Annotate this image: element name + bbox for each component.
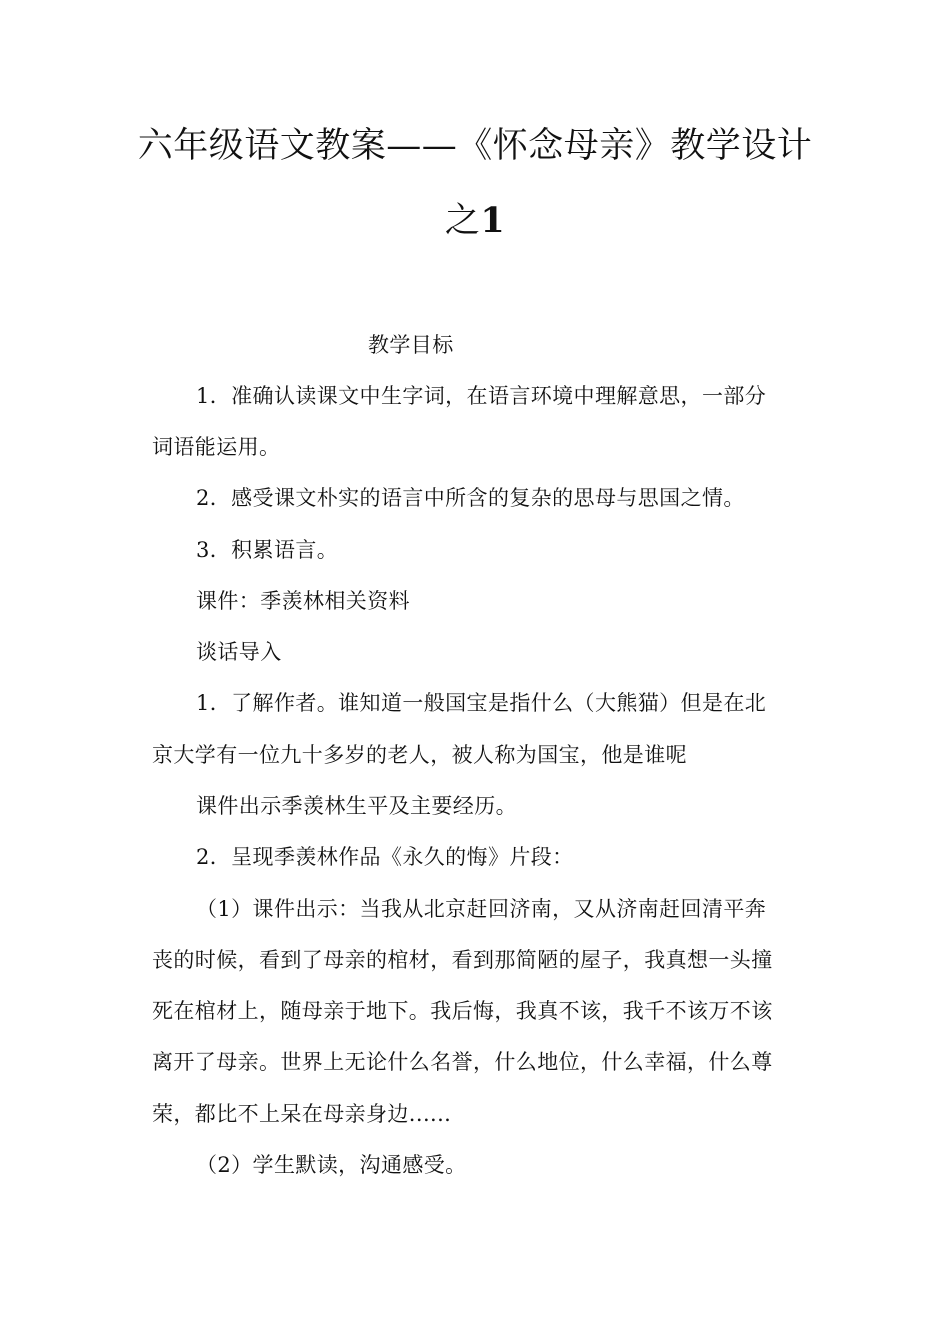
- title-suffix-number: 1: [480, 200, 506, 241]
- goal-1-line-2: 词语能运用。: [152, 435, 281, 459]
- quote-line-3: 死在棺材上，随母亲于地下。我后悔，我真不该，我千不该万不该: [152, 999, 773, 1023]
- step-1-line-3: 课件出示季羡林生平及主要经历。: [196, 794, 517, 818]
- title-suffix-text: 之: [444, 201, 481, 241]
- quote-line-4: 离开了母亲。世界上无论什么名誉，什么地位，什么幸福，什么尊: [152, 1050, 773, 1074]
- courseware-line: 课件：季羡林相关资料: [196, 589, 410, 613]
- quote-line-5: 荣，都比不上呆在母亲身边......: [152, 1102, 452, 1126]
- quote-line-2: 丧的时候，看到了母亲的棺材，看到那简陋的屋子，我真想一头撞: [152, 948, 773, 972]
- step-2: 2．呈现季羡林作品《永久的悔》片段：: [196, 845, 574, 869]
- document-title-line-1: 六年级语文教案——《怀念母亲》教学设计: [137, 126, 813, 166]
- step-1-line-2: 京大学有一位九十多岁的老人，被人称为国宝，他是谁呢: [152, 743, 687, 767]
- goal-1-line-1: 1．准确认读课文中生字词，在语言环境中理解意思，一部分: [196, 384, 767, 408]
- goal-3: 3．积累语言。: [196, 538, 339, 562]
- document-title-line-2: [120, 201, 830, 241]
- quote-line-1: （1）课件出示：当我从北京赶回济南，又从济南赶回清平奔: [196, 897, 767, 921]
- section-heading-teaching-goals: 教学目标: [368, 333, 454, 357]
- goal-2: 2．感受课文朴实的语言中所含的复杂的思母与思国之情。: [196, 486, 745, 510]
- intro-heading: 谈话导入: [196, 640, 282, 664]
- sub-item-2: （2）学生默读，沟通感受。: [196, 1153, 467, 1177]
- step-1-line-1: 1．了解作者。谁知道一般国宝是指什么（大熊猫）但是在北: [196, 691, 767, 715]
